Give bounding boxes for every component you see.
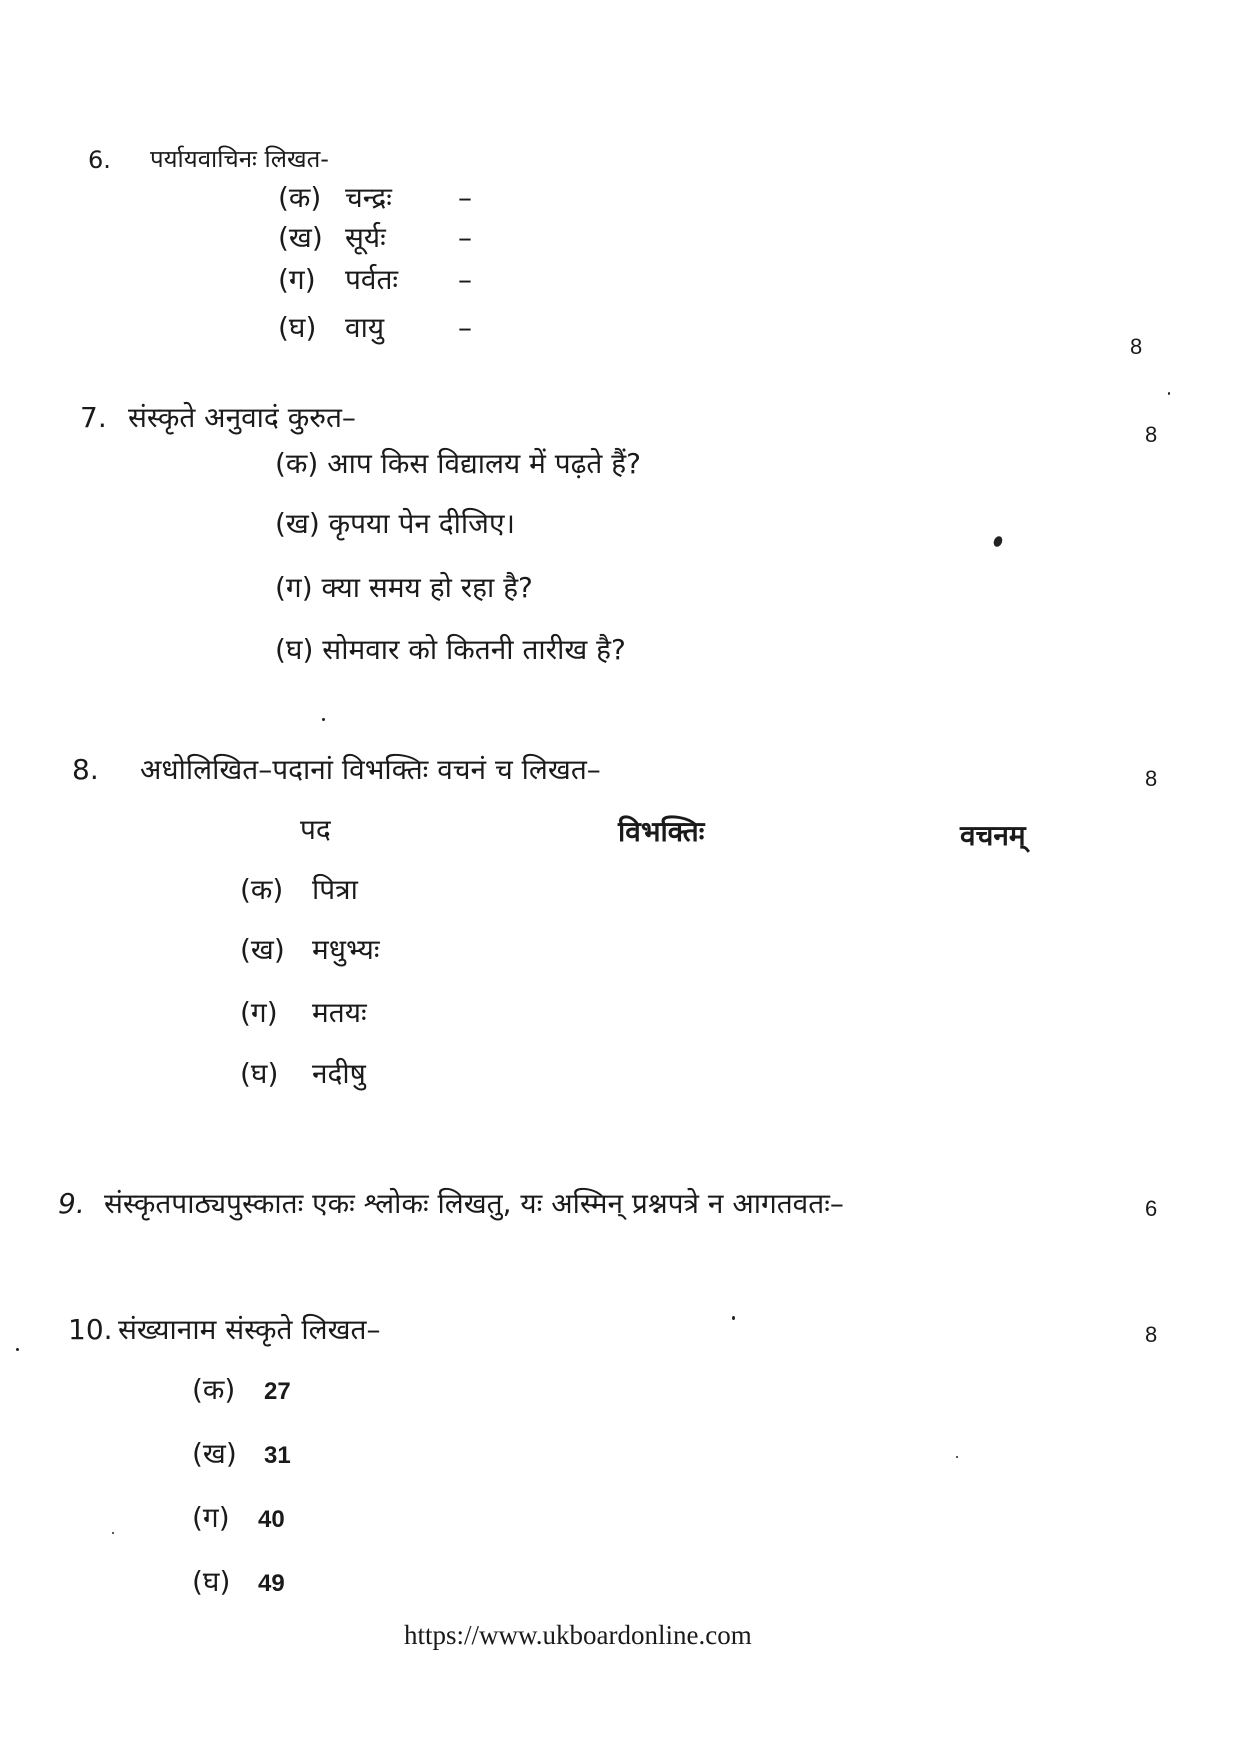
q10-item-label: (ख) <box>192 1437 237 1470</box>
q8-item-word: नदीषु <box>312 1057 366 1090</box>
q8-header-vibhakti: विभक्तिः <box>618 815 705 848</box>
q7-instruction: संस्कृते अनुवादं कुरुत– <box>128 401 356 434</box>
q7-marks: 8 <box>1145 422 1158 447</box>
q6-instruction: पर्यायवाचिनः लिखत- <box>150 145 329 173</box>
q10-item-label: (घ) <box>192 1565 231 1598</box>
q9-number: 9. <box>58 1187 85 1220</box>
q10-item-label: (क) <box>192 1373 236 1406</box>
q7-item: (क) आप किस विद्यालय में पढ़ते हैं? <box>275 447 641 480</box>
q8-item-word: मतयः <box>312 996 367 1029</box>
q10-item-value: 31 <box>264 1442 291 1469</box>
q8-item-label: (ख) <box>240 933 285 966</box>
q10-instruction: संख्यानाम संस्कृते लिखत– <box>118 1313 381 1346</box>
scan-speck <box>16 1348 19 1351</box>
q6-item-dash: – <box>458 263 472 296</box>
scan-speck <box>112 1532 114 1534</box>
q7-item: (ख) कृपया पेन दीजिए। <box>275 507 516 540</box>
scan-speck <box>1168 392 1170 395</box>
q6-marks: 8 <box>1130 334 1143 359</box>
q8-item-word: पित्रा <box>312 873 358 906</box>
q6-item-label: (घ) <box>278 311 317 344</box>
q10-item-value: 40 <box>258 1506 285 1533</box>
q6-item-label: (ख) <box>278 221 323 254</box>
q6-item-label: (ग) <box>278 263 316 296</box>
q8-number: 8. <box>72 753 99 786</box>
q8-item-label: (क) <box>240 873 284 906</box>
q7-item: (घ) सोमवार को कितनी तारीख है? <box>275 633 626 666</box>
q10-item-value: 27 <box>264 1378 291 1405</box>
q6-item-word: पर्वतः <box>345 263 399 296</box>
q6-item-dash: – <box>458 311 472 344</box>
scan-speck <box>992 535 1004 548</box>
q7-item: (ग) क्या समय हो रहा है? <box>275 571 533 604</box>
footer-url[interactable]: https://www.ukboardonline.com <box>404 1620 752 1650</box>
q6-item-label: (क) <box>278 181 322 214</box>
q8-item-word: मधुभ्यः <box>312 933 380 966</box>
q10-number: 10. <box>68 1313 113 1346</box>
q8-instruction: अधोलिखित–पदानां विभक्तिः वचनं च लिखत– <box>140 753 601 786</box>
q10-marks: 8 <box>1145 1322 1158 1347</box>
q6-item-word: वायु <box>345 311 385 344</box>
q8-header-vachanam: वचनम् <box>960 819 1026 852</box>
q10-item-value: 49 <box>258 1570 285 1597</box>
q8-item-label: (घ) <box>240 1057 279 1090</box>
q10-item-label: (ग) <box>192 1501 230 1534</box>
q9-marks: 6 <box>1145 1196 1158 1221</box>
q7-number: 7. <box>80 401 107 434</box>
q6-item-word: चन्द्रः <box>345 181 392 214</box>
q6-item-dash: – <box>458 181 472 214</box>
q6-item-word: सूर्यः <box>345 221 386 254</box>
q6-item-dash: – <box>458 221 472 254</box>
scan-speck <box>956 1456 958 1458</box>
q8-header-pada: पद <box>300 813 331 846</box>
q8-item-label: (ग) <box>240 996 278 1029</box>
q8-marks: 8 <box>1145 766 1158 791</box>
q6-number: 6. <box>88 146 111 174</box>
q9-text: संस्कृतपाठ्यपुस्कातः एकः श्लोकः लिखतु, यः अस्मिन् प्रश्नपत्रे न आगतवतः– <box>104 1187 844 1220</box>
scan-speck <box>322 718 325 721</box>
scan-speck <box>732 1316 735 1320</box>
